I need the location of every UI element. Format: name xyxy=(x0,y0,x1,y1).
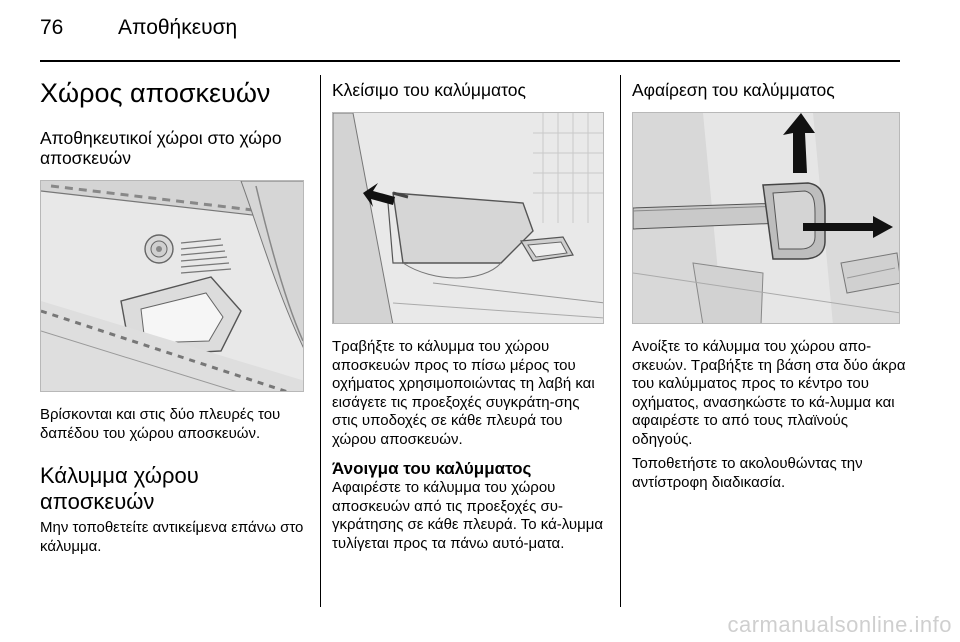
cover-closing-illustration xyxy=(332,112,604,324)
figure-caption: Βρίσκονται και στις δύο πλευρές του δαπέδου του χώρου αποσκευών. xyxy=(40,406,281,442)
section-heading: Αφαίρεση του καλύμματος xyxy=(632,80,835,100)
section-text: Μην τοποθετείτε αντικείμενα επάνω στο κάλυμμα. xyxy=(40,519,304,555)
watermark: carmanualsonline.info xyxy=(727,612,952,637)
installation-instructions: Τοποθετήστε το ακολουθώντας την αντίστροφη διαδικασία. xyxy=(632,455,863,491)
section-heading: Κάλυμμα χώρου αποσκευών xyxy=(40,463,199,514)
subsection-title: Αποθηκευτικοί χώροι στο χώρο αποσκευών xyxy=(40,128,282,168)
section-heading: Κλείσιμο του καλύμματος xyxy=(332,80,526,100)
column-divider xyxy=(320,75,321,607)
page-number: 76 xyxy=(40,16,64,39)
header-rule xyxy=(40,60,900,62)
running-title: Αποθήκευση xyxy=(118,16,238,39)
section-title: Χώρος αποσκευών xyxy=(40,78,271,108)
subsection-heading: Άνοιγμα του καλύμματος xyxy=(332,459,532,478)
closing-instructions: Τραβήξτε το κάλυμμα του χώρου αποσκευών προς το πίσω μέρος του οχήματος χρησιμοποιώντας τη λαβή και εισάγετε τις προεξοχές συγκράτη-σης στις υποδοχές σε κάθε πλευρά του χώρου αποσκευών. xyxy=(332,338,595,448)
column-left xyxy=(40,74,308,556)
cover-removal-illustration xyxy=(632,112,900,324)
column-divider xyxy=(620,75,621,607)
removal-instructions: Ανοίξτε το κάλυμμα του χώρου απο-σκευών. Τραβήξτε τη βάση στα δύο άκρα του καλύμματος προς το κέντρο του οχήματος, ανασηκώστε το κά-λυμμα και αφαιρέστε το από τους πλαϊνούς οδηγούς. xyxy=(632,338,906,448)
storage-compartment-illustration xyxy=(40,180,304,392)
opening-instructions: Αφαιρέστε το κάλυμμα του χώρου αποσκευών από τις προεξοχές συ-γκράτησης σε κάθε πλευρά. Το κά-λυμμα τυλίγεται προς τα πάνω αυτό-ματα. xyxy=(332,479,604,552)
column-right xyxy=(632,74,908,492)
column-middle xyxy=(332,74,608,553)
